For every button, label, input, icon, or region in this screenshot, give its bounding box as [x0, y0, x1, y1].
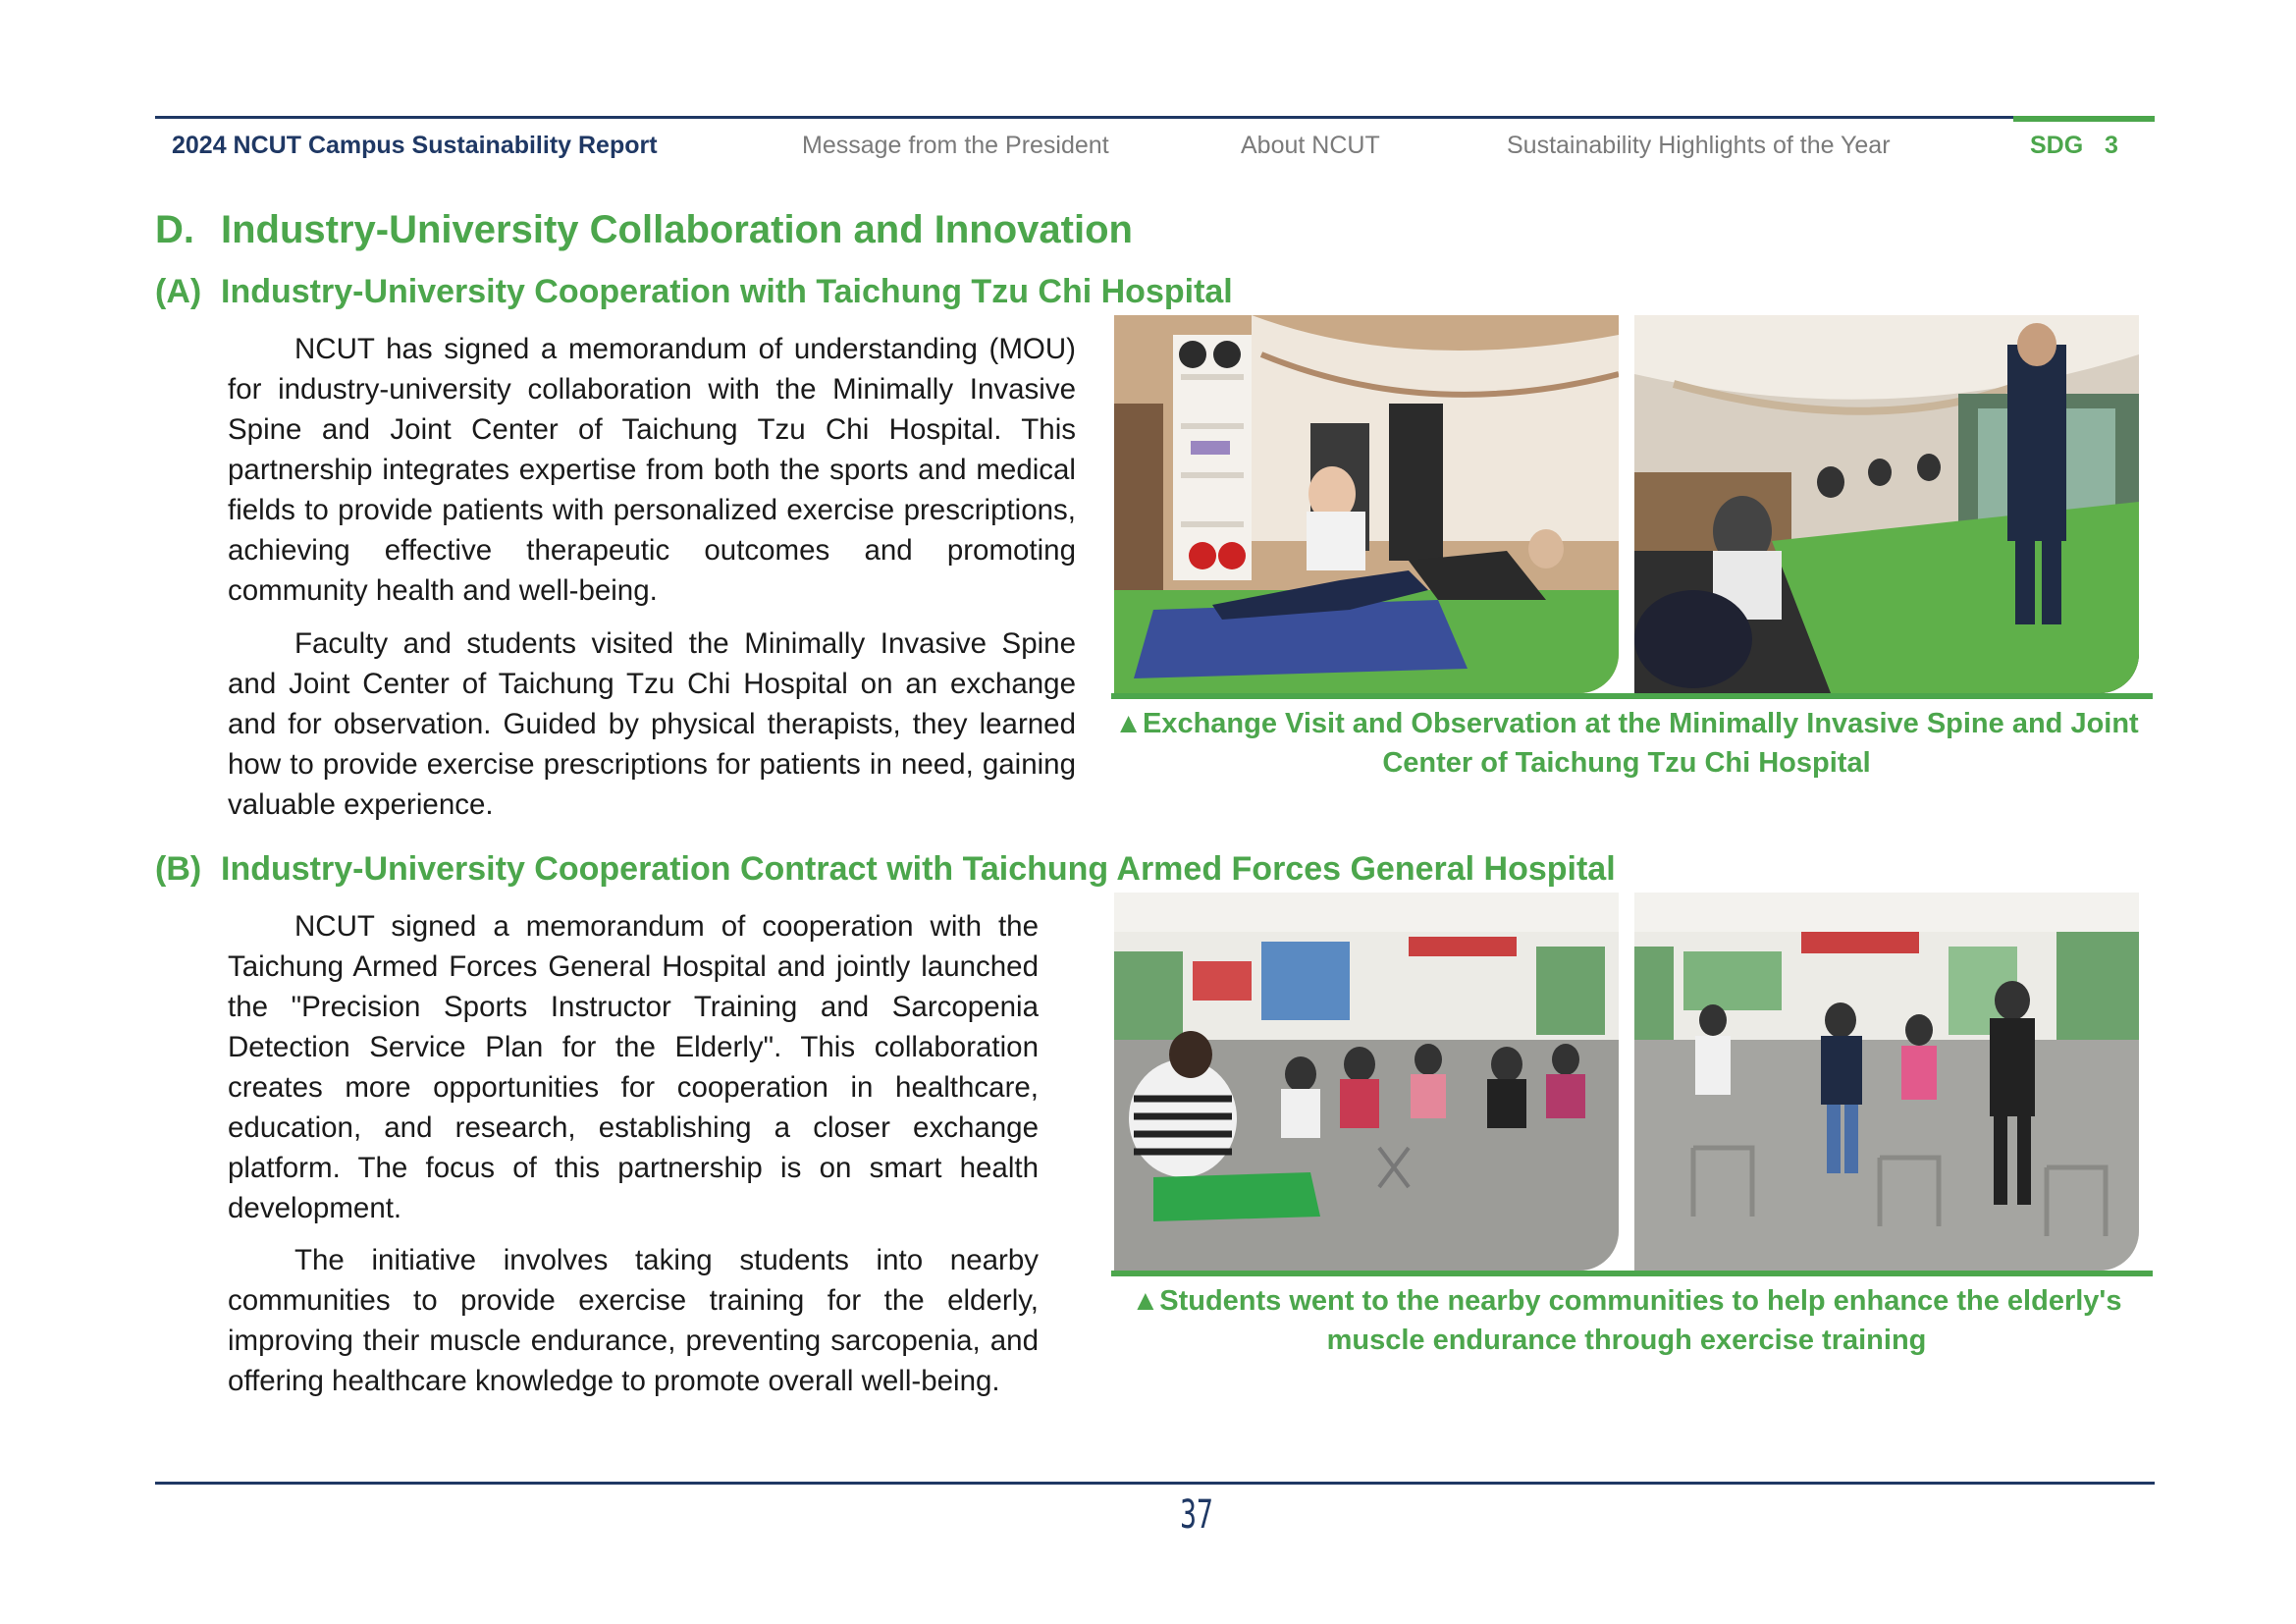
caption-b: ▲Students went to the nearby communities to help enhance the elderly's muscle endurance through exercise training: [1131, 1285, 2122, 1356]
paragraph-a1: NCUT has signed a memorandum of understanding (MOU) for industry-university collaboration with the Minimally Invasive Spine and Joint Center of Taichung Tzu Chi Hospital. This partnership integrates expertise from both the sports and medical fields to provide patients with personalized exercise prescriptions, achieving effective therapeutic outcomes and promoting community health and well-being.: [228, 333, 1076, 607]
sdg-number: 3: [2105, 132, 2118, 159]
header-rule-accent: [2013, 116, 2155, 122]
subsection-b-heading: [155, 850, 1616, 889]
header-rule: [155, 116, 2013, 119]
photo-plank-exercise: [1114, 315, 1619, 693]
nav-link-president-message[interactable]: Message from the President: [802, 132, 1109, 159]
section-number: D.: [155, 208, 194, 251]
section-title: Industry-University Collaboration and Innovation: [221, 208, 1133, 251]
subsection-b-title: Industry-University Cooperation Contract with Taichung Armed Forces General Hospital: [221, 850, 1616, 888]
photo-observation-room: [1634, 315, 2139, 693]
paragraph-a2: Faculty and students visited the Minimally Invasive Spine and Joint Center of Taichung Tzu Chi Hospital on an exchange and for observation. Guided by physical therapists, they learned how to provide exercise prescriptions for patients in need, gaining valuable experience.: [228, 627, 1076, 821]
photo-community-exercise-1: [1114, 893, 1619, 1271]
report-title: 2024 NCUT Campus Sustainability Report: [172, 132, 658, 159]
caption-a-rule: [1111, 693, 2153, 699]
paragraph-b2: The initiative involves taking students into nearby communities to provide exercise training for the elderly, improving their muscle endurance, preventing sarcopenia, and offering healthcare knowledge to promote overall well-being.: [228, 1244, 1039, 1397]
caption-b-rule: [1111, 1271, 2153, 1276]
subsection-a-title: Industry-University Cooperation with Taichung Tzu Chi Hospital: [221, 273, 1233, 310]
caption-a: ▲Exchange Visit and Observation at the Minimally Invasive Spine and Joint Center of Taichung Tzu Chi Hospital: [1114, 708, 2139, 779]
photo-community-exercise-2: [1634, 893, 2139, 1271]
section-heading: [155, 208, 1133, 252]
subsection-a-number: (A): [155, 273, 202, 310]
paragraph-b1: NCUT signed a memorandum of cooperation with the Taichung Armed Forces General Hospital and jointly launched the "Precision Sports Instructor Training and Sarcopenia Detection Service Plan for the Elderly". This collaboration creates more opportunities for cooperation in healthcare, education, and research, establishing a closer exchange platform. The focus of this partnership is on smart health development.: [228, 910, 1039, 1224]
nav-link-highlights[interactable]: Sustainability Highlights of the Year: [1507, 132, 1891, 159]
page-number: 37: [1180, 1492, 1213, 1538]
nav-link-about[interactable]: About NCUT: [1241, 132, 1380, 159]
footer-rule: [155, 1482, 2155, 1485]
sdg-label: SDG: [2030, 132, 2084, 159]
subsection-b-number: (B): [155, 850, 202, 888]
subsection-a-heading: [155, 273, 1233, 311]
